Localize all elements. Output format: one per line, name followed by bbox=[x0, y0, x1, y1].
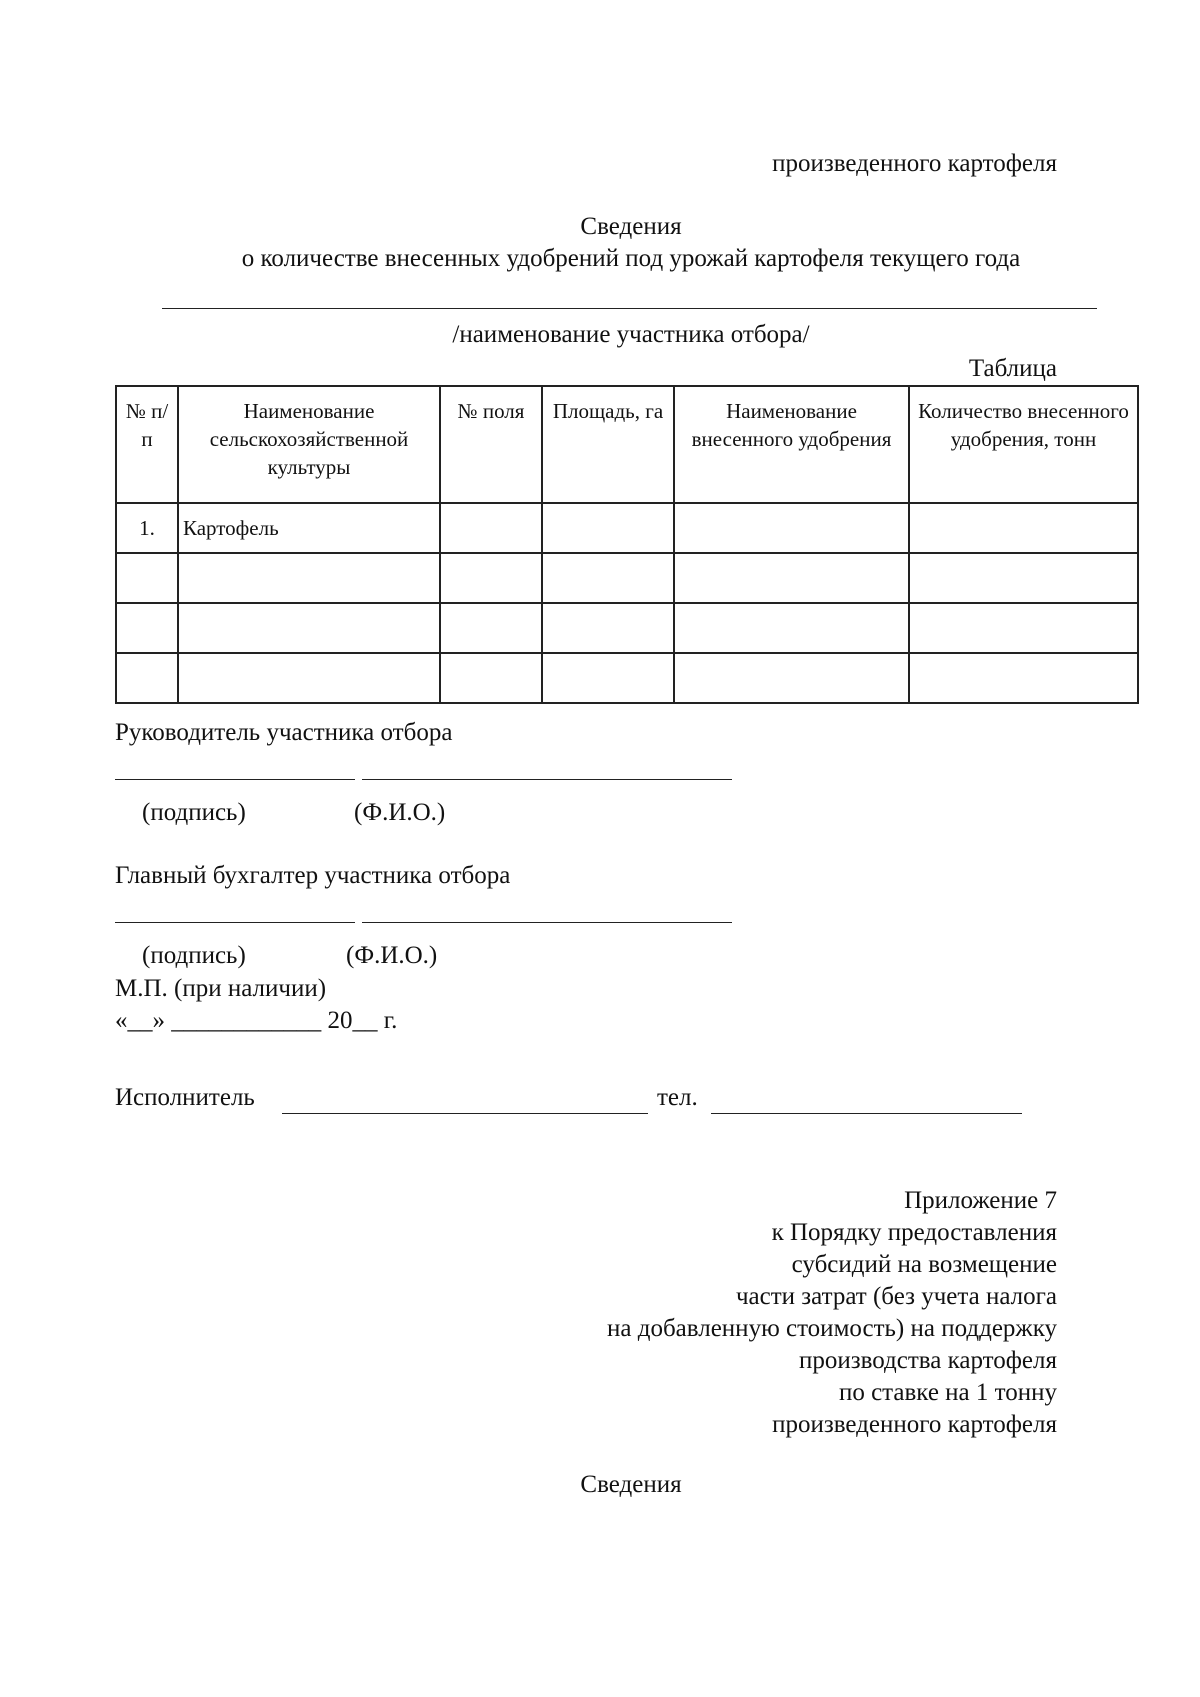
table-cell[interactable] bbox=[674, 503, 909, 553]
executor-label: Исполнитель bbox=[115, 1084, 255, 1111]
table-header-row bbox=[116, 386, 1138, 503]
appendix-block bbox=[607, 1185, 1057, 1441]
appendix-line: к Порядку предоставления bbox=[771, 1219, 1057, 1246]
table-cell[interactable] bbox=[909, 603, 1138, 653]
table-cell[interactable] bbox=[674, 553, 909, 603]
table-cell[interactable] bbox=[542, 553, 674, 603]
header-field: № поля bbox=[440, 386, 542, 503]
table-cell[interactable] bbox=[674, 653, 909, 703]
accountant-label: Главный бухгалтер участника отбора bbox=[115, 862, 511, 889]
prev-appendix-line: произведенного картофеля bbox=[772, 150, 1057, 177]
accountant-sign-caption: (подпись) bbox=[142, 942, 246, 969]
table-cell[interactable] bbox=[909, 653, 1138, 703]
table-cell[interactable] bbox=[178, 653, 440, 703]
table-cell[interactable] bbox=[116, 603, 178, 653]
appendix-line: части затрат (без учета налога bbox=[735, 1283, 1057, 1310]
header-crop: Наименование сельскохозяйственной культуры bbox=[178, 386, 440, 503]
head-sign-caption: (подпись) bbox=[142, 799, 246, 826]
table-row bbox=[116, 553, 1138, 603]
table-row bbox=[116, 653, 1138, 703]
head-fio-line[interactable] bbox=[362, 779, 732, 780]
table-cell[interactable] bbox=[440, 503, 542, 553]
seal-note: М.П. (при наличии) bbox=[115, 975, 327, 1002]
appendix-line: произведенного картофеля bbox=[772, 1411, 1057, 1438]
table-cell[interactable] bbox=[178, 603, 440, 653]
appendix-line: Приложение 7 bbox=[904, 1187, 1057, 1214]
table-row bbox=[116, 503, 1138, 553]
accountant-fio-caption: (Ф.И.О.) bbox=[346, 942, 438, 969]
table-cell[interactable] bbox=[542, 653, 674, 703]
date-line[interactable]: «__» ____________ 20__ г. bbox=[115, 1007, 398, 1034]
table-cell[interactable] bbox=[909, 553, 1138, 603]
table-cell[interactable] bbox=[116, 653, 178, 703]
appendix-line: производства картофеля bbox=[798, 1347, 1057, 1374]
appendix-line: субсидий на возмещение bbox=[791, 1251, 1057, 1278]
table-cell[interactable] bbox=[178, 553, 440, 603]
table-cell[interactable] bbox=[542, 603, 674, 653]
participant-caption: /наименование участника отбора/ bbox=[452, 321, 810, 348]
executor-line[interactable] bbox=[282, 1113, 648, 1114]
header-fertilizer-amount: Количество внесенного удобрения, тонн bbox=[909, 386, 1138, 503]
head-label: Руководитель участника отбора bbox=[115, 719, 453, 746]
table-cell[interactable] bbox=[542, 503, 674, 553]
table-cell[interactable] bbox=[116, 553, 178, 603]
header-number: № п/п bbox=[116, 386, 178, 503]
table-cell[interactable] bbox=[909, 503, 1138, 553]
accountant-fio-line[interactable] bbox=[362, 922, 732, 923]
phone-label: тел. bbox=[657, 1084, 698, 1111]
head-fio-caption: (Ф.И.О.) bbox=[354, 799, 446, 826]
header-fertilizer-name: Наименование внесенного удобрения bbox=[674, 386, 909, 503]
prev-appendix-tail bbox=[772, 148, 1057, 180]
table-cell[interactable]: 1. bbox=[116, 503, 178, 553]
appendix-line: на добавленную стоимость) на поддержку bbox=[607, 1315, 1057, 1342]
fertilizer-table bbox=[115, 385, 1139, 704]
header-area: Площадь, га bbox=[542, 386, 674, 503]
accountant-signature-line[interactable] bbox=[115, 922, 355, 923]
table-row bbox=[116, 603, 1138, 653]
phone-line[interactable] bbox=[711, 1113, 1022, 1114]
table-cell[interactable] bbox=[674, 603, 909, 653]
footer-heading: Сведения bbox=[580, 1471, 682, 1498]
participant-name-line bbox=[162, 308, 1097, 309]
table-cell[interactable]: Картофель bbox=[178, 503, 440, 553]
document-title: Сведения bbox=[580, 213, 682, 240]
head-signature-line[interactable] bbox=[115, 779, 355, 780]
table-cell[interactable] bbox=[440, 603, 542, 653]
table-label: Таблица bbox=[968, 355, 1057, 382]
document-subtitle: о количестве внесенных удобрений под урожай картофеля текущего года bbox=[241, 245, 1021, 272]
appendix-line: по ставке на 1 тонну bbox=[838, 1379, 1057, 1406]
table-cell[interactable] bbox=[440, 653, 542, 703]
table-cell[interactable] bbox=[440, 553, 542, 603]
